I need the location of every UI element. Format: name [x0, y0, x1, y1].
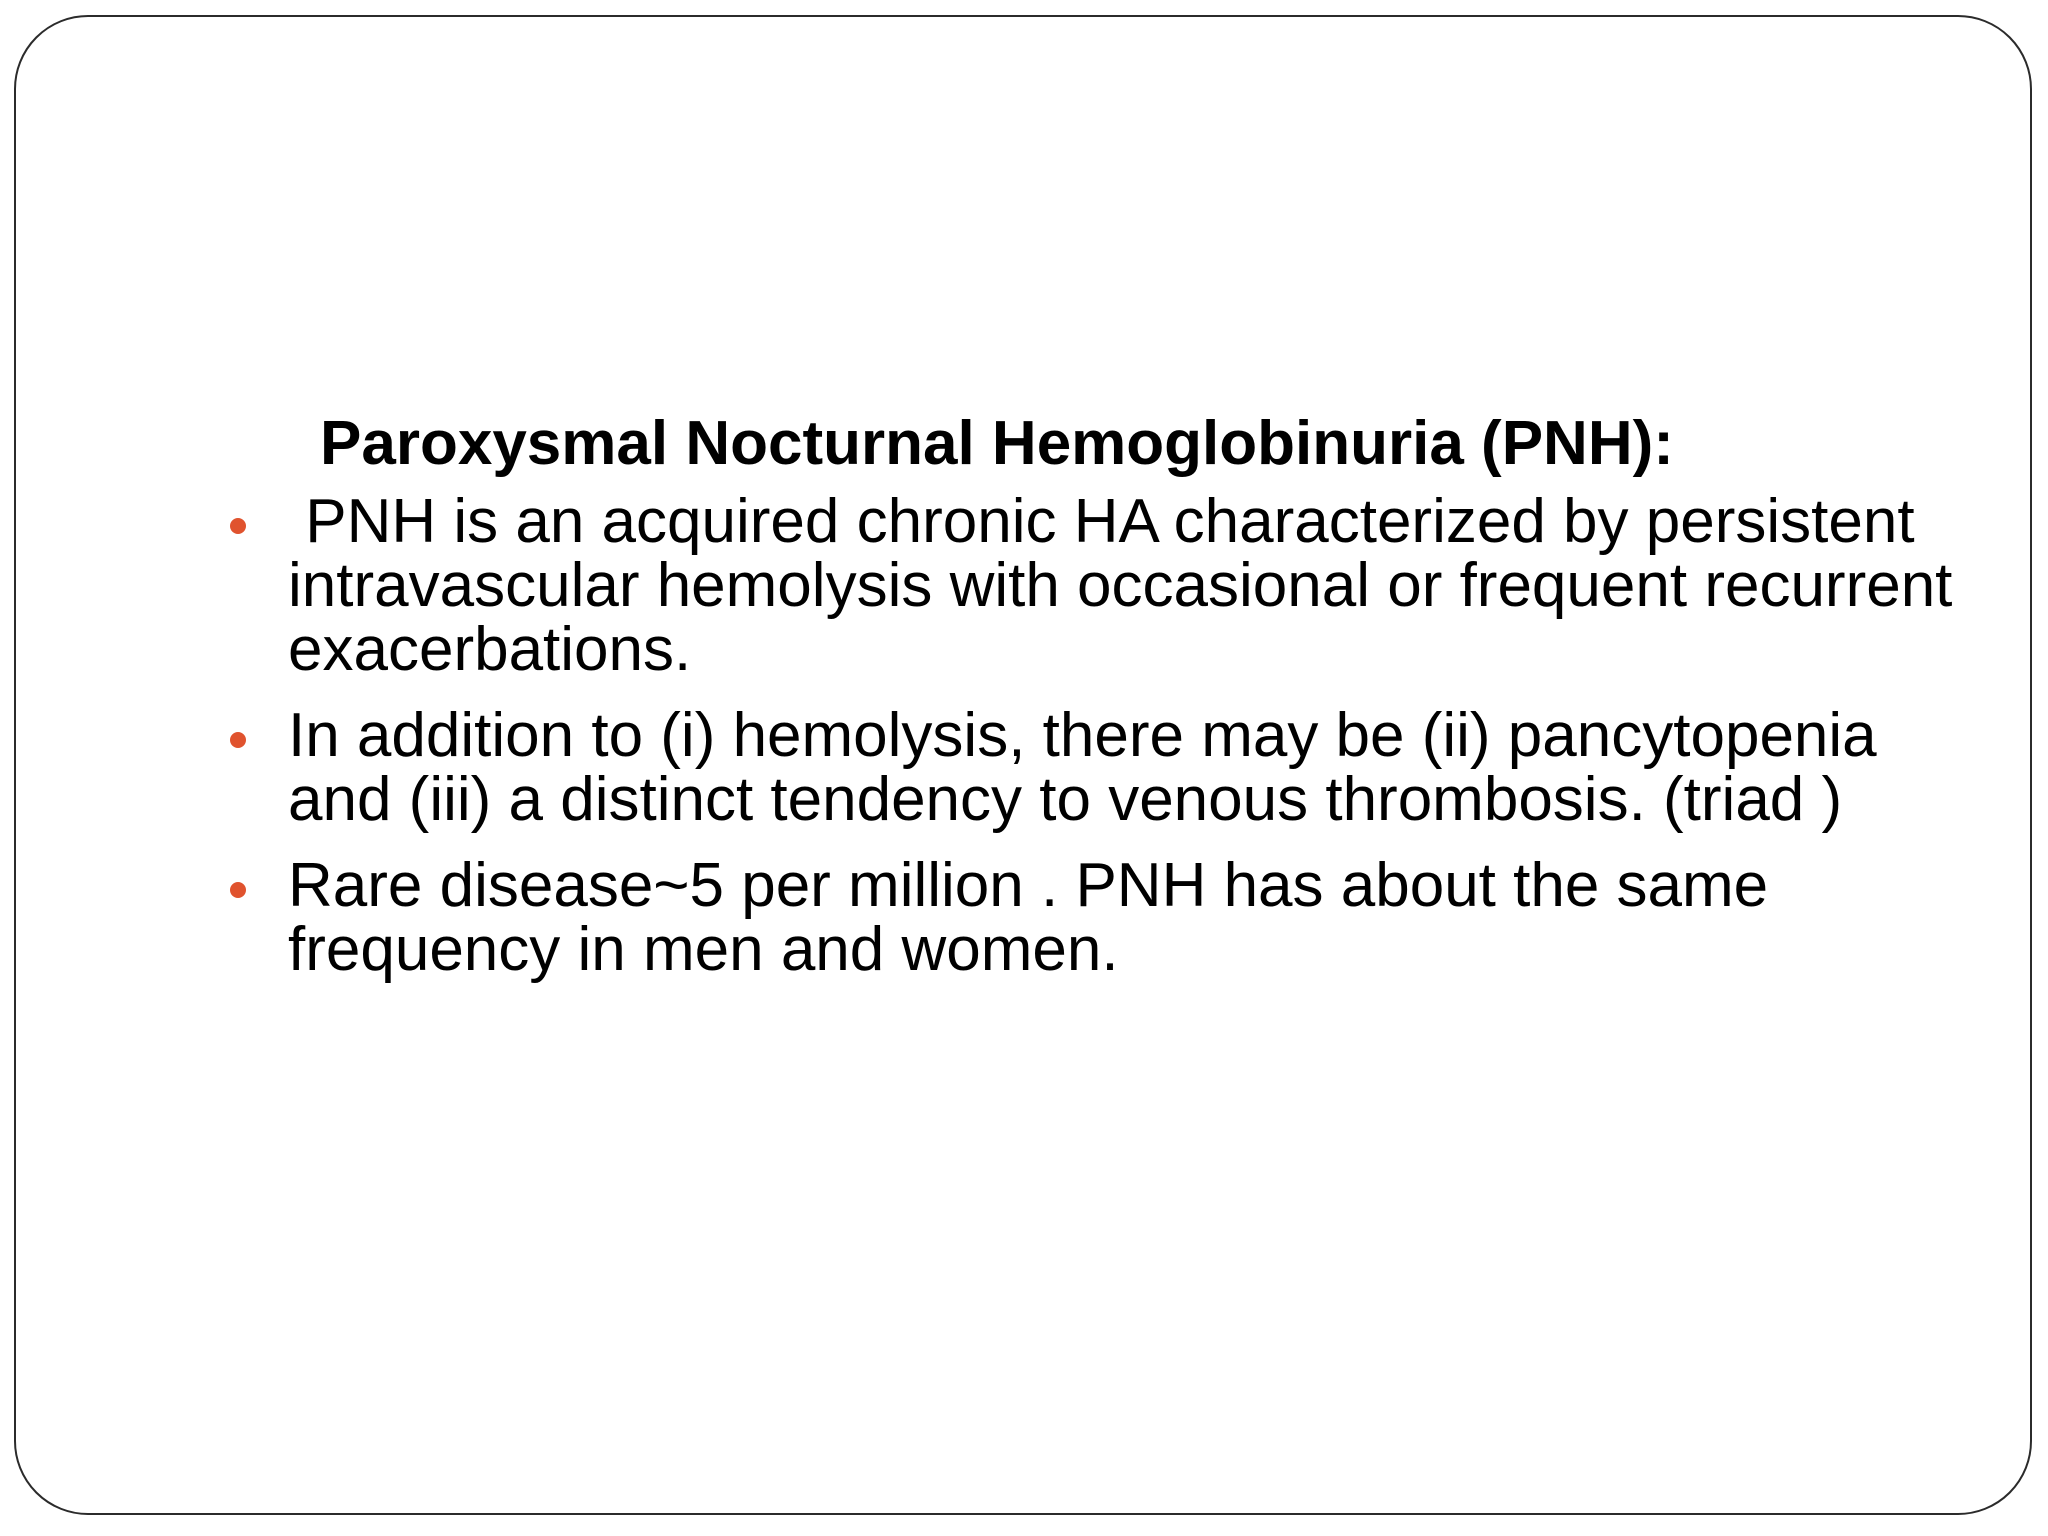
bullet-dot-icon	[230, 732, 246, 748]
bullet-list	[230, 487, 1970, 1004]
bullet-text: In addition to (i) hemolysis, there may be (ii) pancytopenia and (iii) a distinct tendency to venous thrombosis. (triad )	[288, 701, 1877, 834]
list-item	[230, 851, 1970, 984]
list-item	[230, 701, 1970, 834]
bullet-dot-icon	[230, 882, 246, 898]
bullet-text: Rare disease~5 per million . PNH has about the same frequency in men and women.	[288, 851, 1769, 984]
bullet-text: PNH is an acquired chronic HA characterized by persistent intravascular hemolysis with occasional or frequent recurrent exacerbations.	[288, 487, 1970, 684]
bullet-dot-icon	[230, 518, 246, 534]
list-item	[230, 487, 1970, 684]
slide-title: Paroxysmal Nocturnal Hemoglobinuria (PNH):	[320, 409, 1674, 478]
